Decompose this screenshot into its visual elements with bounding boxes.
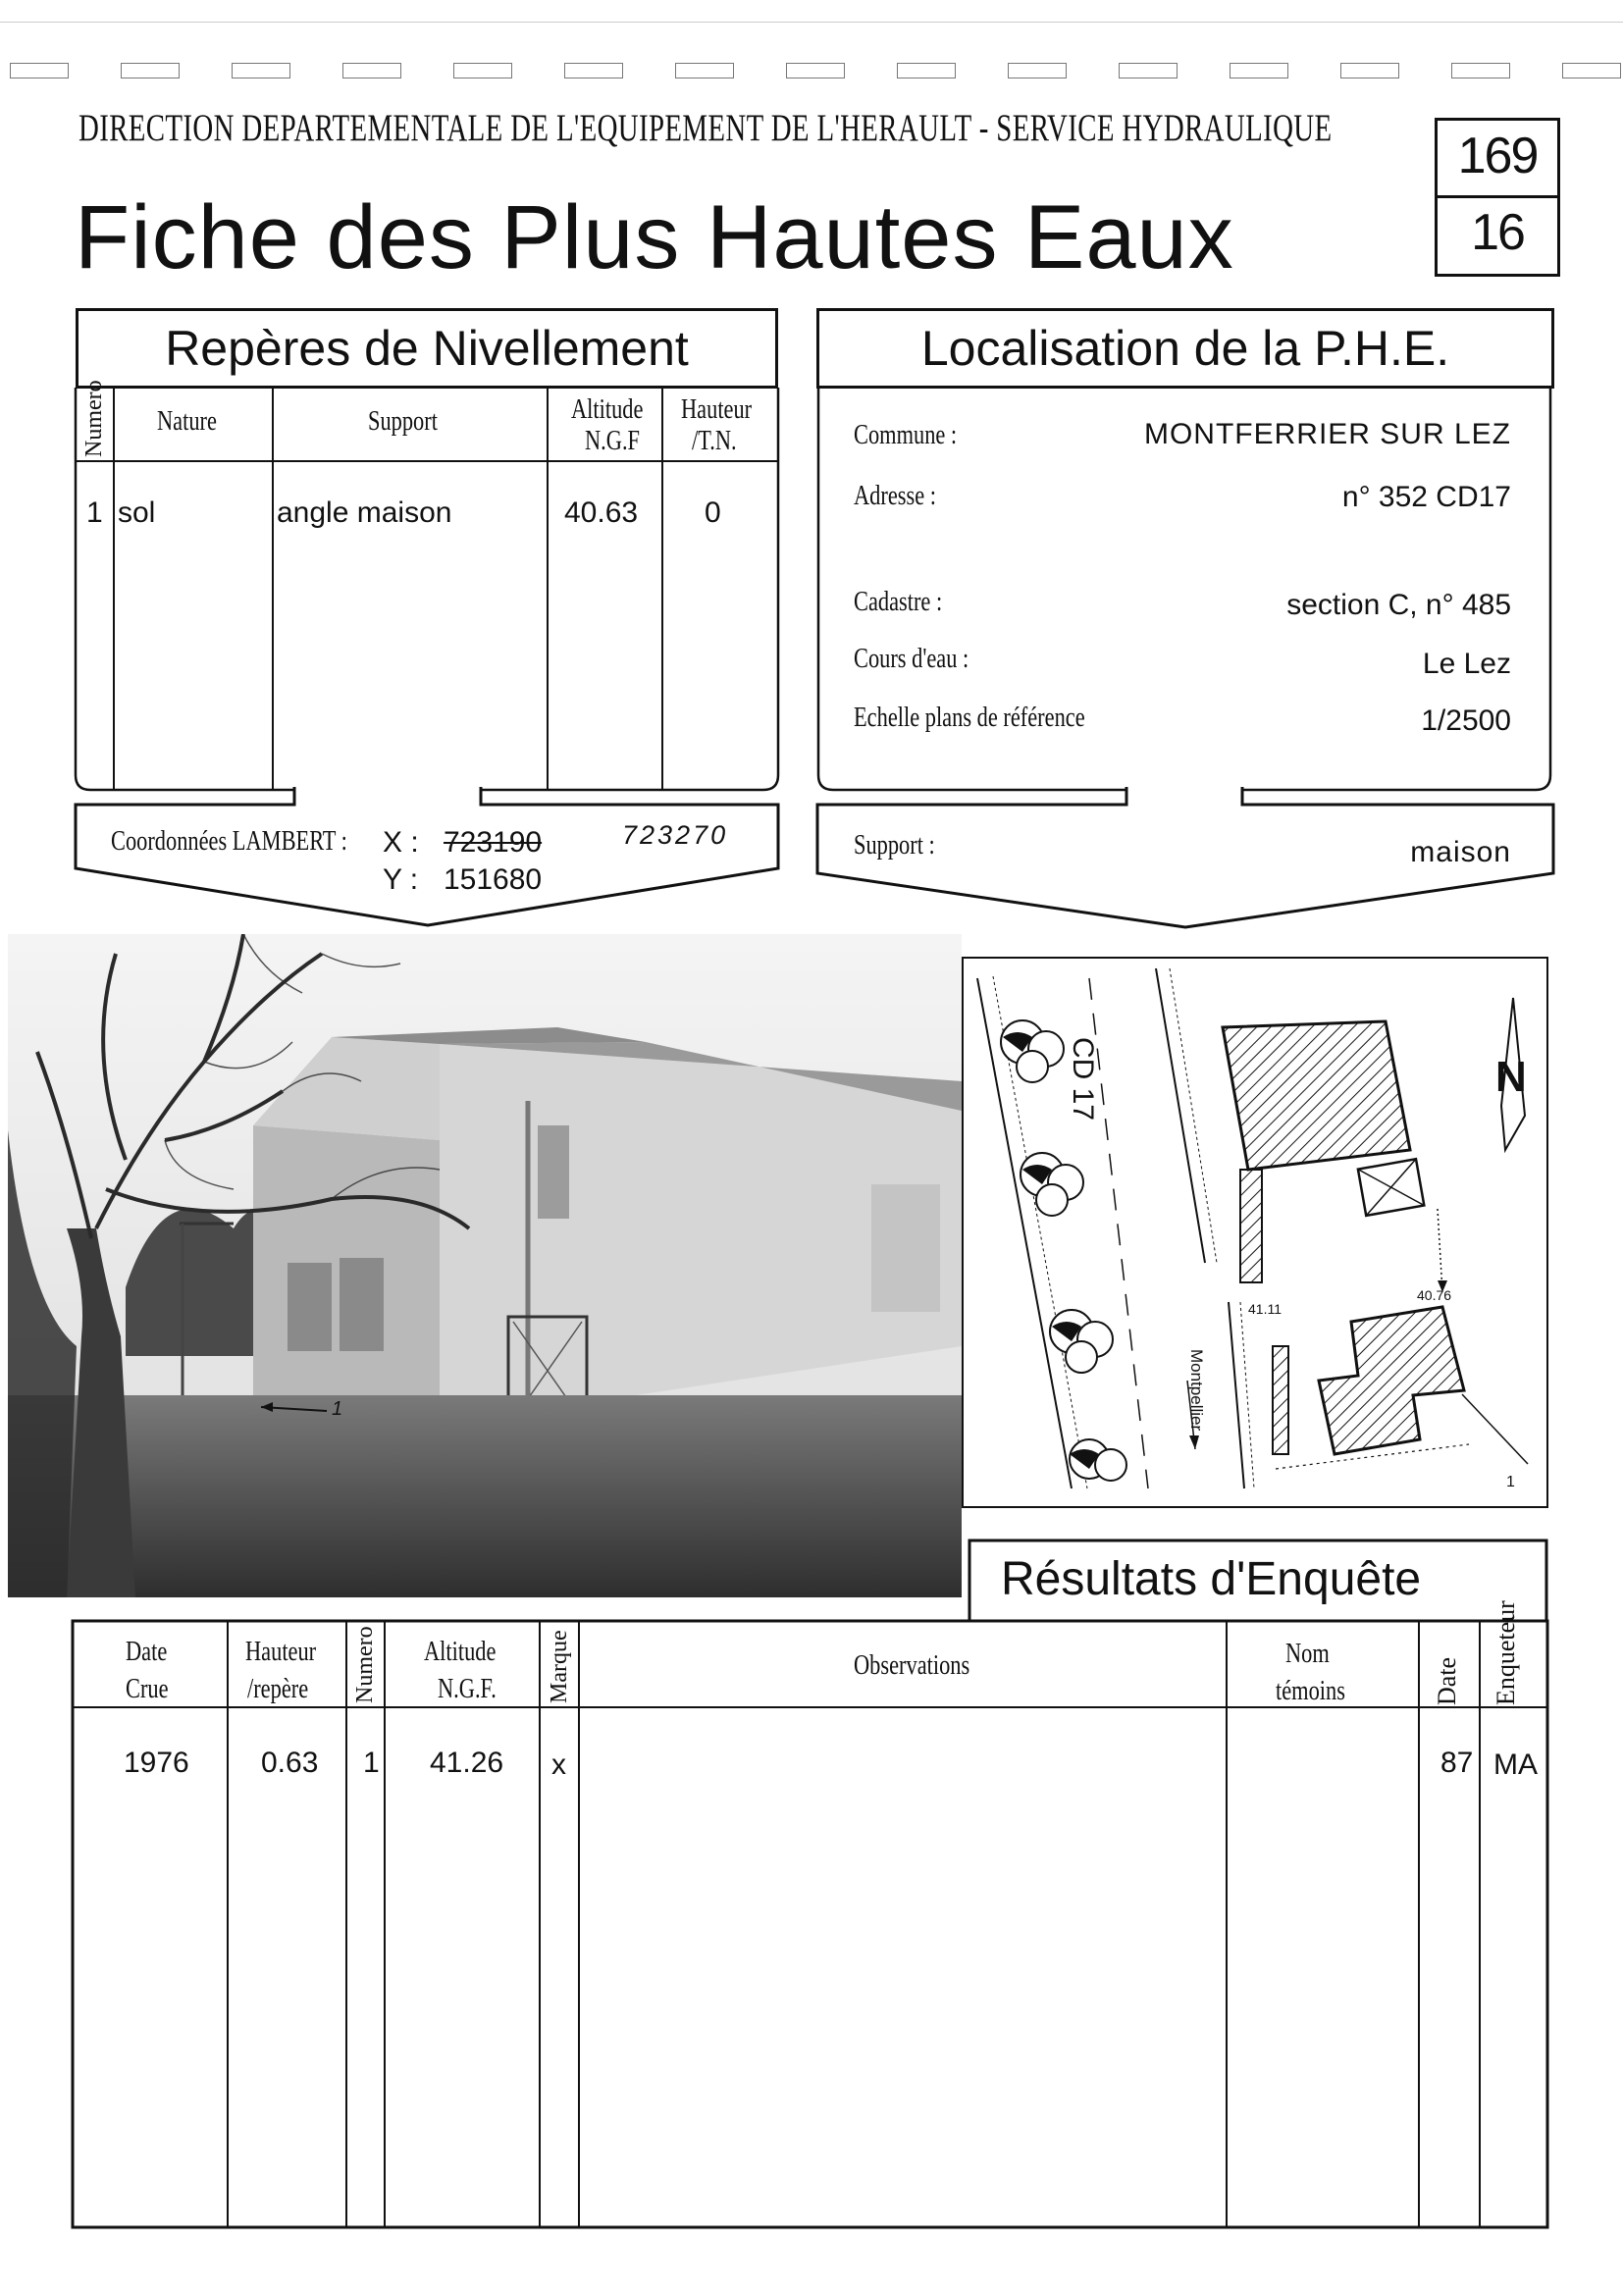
reference-number-bottom: 16	[1471, 204, 1524, 261]
reperes-title: Repères de Nivellement	[76, 308, 778, 389]
repere-altitude: 40.63	[564, 496, 639, 529]
col-hauteur-repere-1: Hauteur	[245, 1637, 317, 1667]
page-title: Fiche des Plus Hautes Eaux	[75, 187, 1234, 287]
repere-numero: 1	[86, 496, 103, 529]
support-label: Support :	[854, 830, 935, 861]
col-hauteur-repere-2: /repère	[247, 1674, 309, 1704]
col-date-crue-1: Date	[126, 1637, 168, 1667]
repere-nature: sol	[118, 496, 156, 529]
lambert-label: Coordonnées LAMBERT :	[111, 826, 347, 857]
col-numero-result: Numero	[352, 1626, 378, 1703]
result-date-enquete: 87	[1440, 1747, 1474, 1779]
col-altitude-result-1: Altitude	[424, 1637, 497, 1667]
commune-label: Commune :	[854, 420, 958, 450]
col-nom-2: témoins	[1276, 1676, 1345, 1706]
plan-road-label: CD 17	[1067, 1037, 1099, 1122]
col-marque: Marque	[547, 1630, 572, 1703]
cadastre-label: Cadastre :	[854, 587, 943, 617]
col-altitude-header-1: Altitude	[571, 394, 644, 425]
cours-eau-value: Le Lez	[1422, 648, 1511, 680]
resultats-title: Résultats d'Enquête	[1001, 1553, 1422, 1605]
result-date-crue: 1976	[124, 1747, 189, 1779]
photo-marker: 1	[332, 1398, 343, 1420]
col-nature-header: Nature	[157, 406, 217, 437]
repere-support: angle maison	[277, 496, 452, 529]
col-observations: Observations	[854, 1650, 970, 1681]
col-hauteur-header-1: Hauteur	[681, 394, 753, 425]
result-enqueteur: MA	[1493, 1748, 1538, 1781]
result-altitude: 41.26	[430, 1747, 504, 1779]
col-altitude-header-2: N.G.F	[585, 426, 641, 456]
plan-altitude-left: 41.11	[1248, 1301, 1282, 1317]
plan-altitude-right: 40.76	[1417, 1287, 1452, 1303]
result-hauteur: 0.63	[261, 1747, 319, 1779]
adresse-label: Adresse :	[854, 481, 936, 511]
result-marque: x	[551, 1748, 566, 1781]
plan-marker: 1	[1506, 1474, 1515, 1490]
plan-direction-label: Montpellier	[1187, 1349, 1206, 1432]
col-numero-header: Numero	[81, 380, 107, 457]
echelle-label: Echelle plans de référence	[854, 703, 1085, 733]
col-date-crue-2: Crue	[126, 1674, 169, 1704]
lambert-x-label: X :	[383, 826, 419, 859]
lambert-x-corrected: 723270	[622, 820, 729, 850]
reference-number-top: 169	[1457, 128, 1538, 184]
col-date-enquete: Date	[1433, 1656, 1461, 1705]
col-hauteur-header-2: /T.N.	[692, 426, 737, 456]
cadastre-value: section C, n° 485	[1286, 589, 1511, 621]
repere-hauteur: 0	[705, 496, 721, 529]
cours-eau-label: Cours d'eau :	[854, 644, 969, 674]
localisation-title: Localisation de la P.H.E.	[816, 308, 1554, 389]
adresse-value: n° 352 CD17	[1341, 481, 1511, 513]
result-numero: 1	[363, 1747, 380, 1779]
col-nom-1: Nom	[1285, 1639, 1330, 1669]
lambert-y-value: 151680	[444, 863, 543, 896]
commune-value: MONTFERRIER SUR LEZ	[1143, 418, 1511, 450]
col-support-header: Support	[368, 406, 438, 437]
support-value: maison	[1410, 836, 1511, 868]
lambert-x-struck: 723190	[444, 826, 543, 859]
agency-header: DIRECTION DEPARTEMENTALE DE L'EQUIPEMENT DE L'HERAULT - SERVICE HYDRAULIQUE	[79, 107, 1333, 149]
col-altitude-result-2: N.G.F.	[438, 1674, 497, 1704]
echelle-value: 1/2500	[1421, 704, 1511, 737]
north-arrow-label: N	[1495, 1053, 1527, 1101]
col-enqueteur: Enqueteur	[1492, 1600, 1520, 1705]
lambert-y-label: Y :	[383, 863, 419, 896]
